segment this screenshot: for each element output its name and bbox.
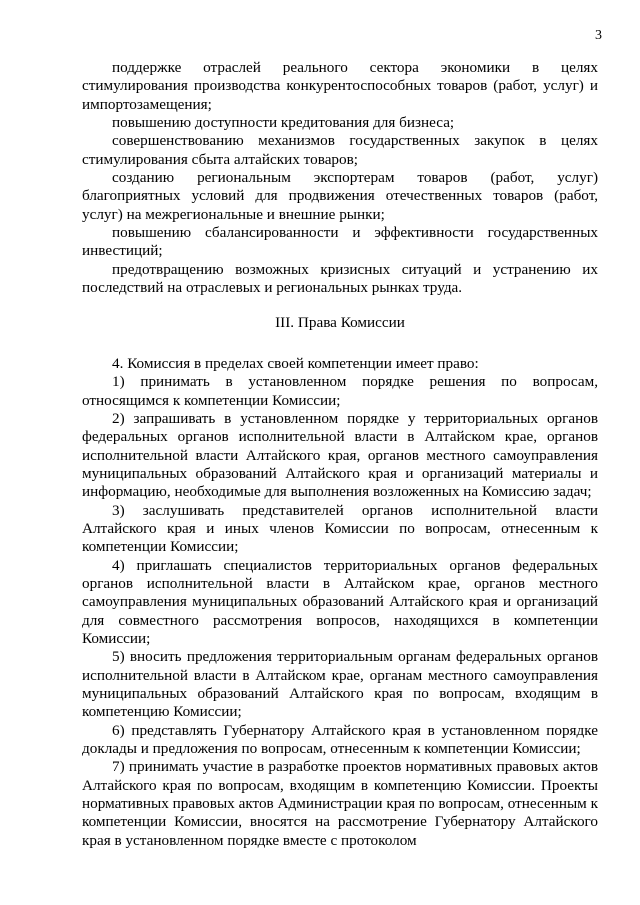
list-item: предотвращению возможных кризисных ситуаций и устранению их последствий на отраслевых и региональных рынках труда. [82,260,598,297]
rights-item: 1) принимать в установленном порядке решения по вопросам, относящимся к компетенции Комиссии; [82,373,598,409]
rights-item: 4) приглашать специалистов территориальных органов федеральных органов исполнительной власти в Алтайском крае, органов местного самоуправления муниципальных образований Алтайского края и организаций для совместного рассмотрения вопросов, находящихся в компетенции Комиссии; [82,556,598,647]
list-item: совершенствованию механизмов государственных закупок в целях стимулирования сбыта алтайских товаров; [82,132,598,168]
list-item: созданию региональным экспортерам товаров (работ, услуг) благоприятных условий для продвижения отечественных товаров (работ, услуг) на межрегиональные и внешние рынки; [82,169,598,223]
list-item: повышению сбалансированности и эффективности государственных инвестиций; [82,224,598,260]
clause-intro: 4. Комиссия в пределах своей компетенции имеет право: [112,354,479,372]
rights-item: 7) принимать участие в разработке проектов нормативных правовых актов Алтайского края по вопросам, входящим в компетенцию Комиссии. Проекты нормативных правовых актов Администрации края по вопросам, отнесенным к компетенции Комиссии, вносятся на рассмотрение Губернатору Алтайского края в установленном порядке вместе с протоколом [82,758,598,849]
section-heading: III. Права Комиссии [275,314,405,332]
rights-item: 6) представлять Губернатору Алтайского края в установленном порядке доклады и предложения по вопросам, отнесенным к компетенции Комиссии; [82,721,598,758]
rights-item: 2) запрашивать в установленном порядке у территориальных органов федеральных органов исполнительной власти в Алтайском крае, органов исполнительной власти Алтайского края, органов местного самоуправления муниципальных образований Алтайского края и организаций материалы и информацию, необходимые для выполнения возложенных на Комиссию задач; [82,409,598,501]
rights-item: 5) вносить предложения территориальным органам федеральных органов исполнительной власти в Алтайском крае, органам местного самоуправления муниципальных образований Алтайского края по вопросам, входящим в компетенцию Комиссии; [82,648,598,721]
list-item: повышению доступности кредитования для бизнеса; [112,114,455,132]
document-body [82,59,598,850]
rights-item: 3) заслушивать представителей органов исполнительной власти Алтайского края и иных членов Комиссии по вопросам, отнесенным к компетенции Комиссии; [82,501,598,556]
list-item: поддержке отраслей реального сектора экономики в целях стимулирования производства конкурентоспособных товаров (работ, услуг) и импортозамещения; [82,59,598,113]
page-number: 3 [595,28,602,43]
